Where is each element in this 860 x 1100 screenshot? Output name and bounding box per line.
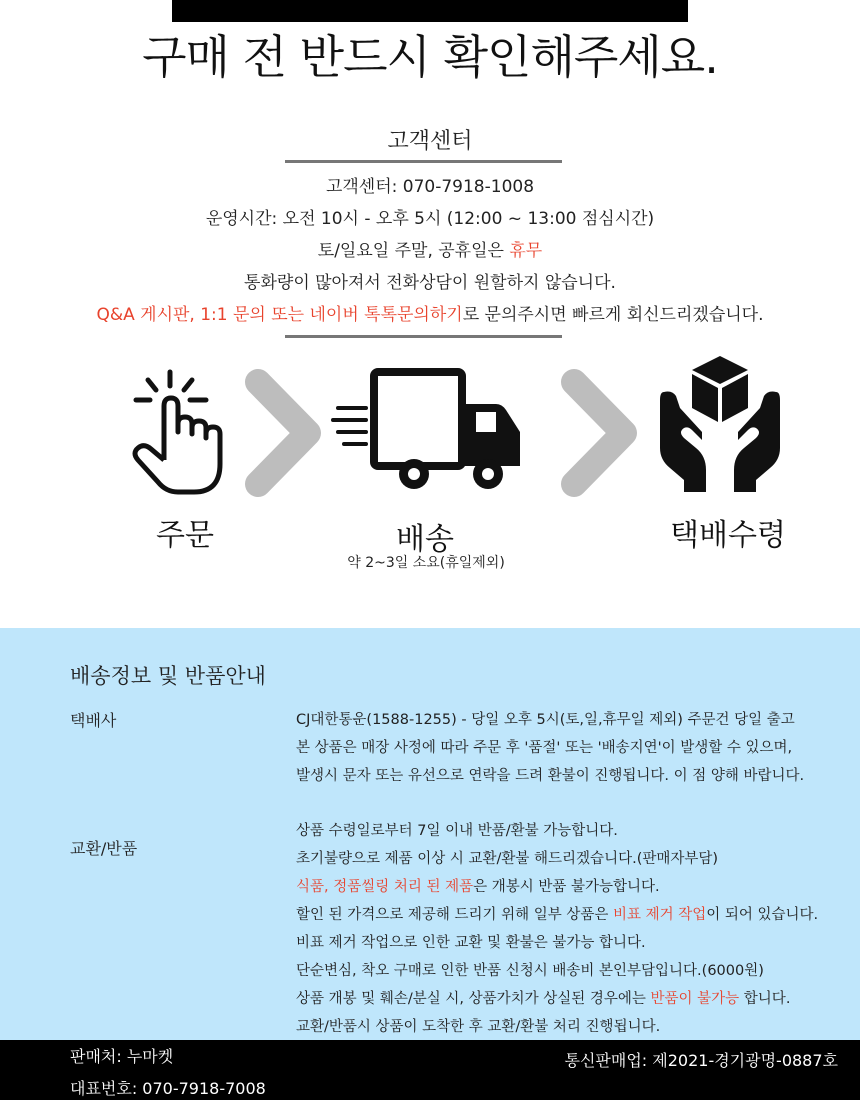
package-in-hands-icon	[658, 352, 782, 492]
step-delivery-label: 배송	[396, 522, 454, 557]
courier-line: 발생시 문자 또는 유선으로 연락을 드려 환불이 진행됩니다. 이 점 양해 바랍니다.	[296, 768, 805, 784]
seller-name: 판매처: 누마켓	[70, 1047, 174, 1066]
representative-phone: 대표번호: 070-7918-7008	[70, 1079, 266, 1098]
exchange-line-text: 합니다.	[739, 991, 791, 1007]
holiday-highlight: 휴무	[509, 241, 543, 261]
holiday-notice-text: 토/일요일 주말, 공휴일은	[317, 241, 510, 261]
page-title: 구매 전 반드시 확인해주세요.	[142, 30, 718, 84]
shipping-returns-panel	[0, 628, 860, 1040]
exchange-line: 상품 수령일로부터 7일 이내 반품/환불 가능합니다.	[296, 823, 618, 839]
operating-hours: 운영시간: 오전 10시 - 오후 5시 (12:00 ~ 13:00 점심시간)	[205, 209, 655, 229]
courier-label: 택배사	[70, 711, 117, 730]
busy-notice: 통화량이 많아져서 전화상담이 원할하지 않습니다.	[244, 273, 616, 293]
return-impossible-highlight: 반품이 불가능	[650, 991, 740, 1007]
exchange-line-text: 할인 된 가격으로 제공해 드리기 위해 일부 상품은	[296, 907, 614, 923]
top-black-bar	[172, 0, 688, 22]
tap-hand-icon	[128, 368, 232, 496]
exchange-line-text: 이 되어 있습니다.	[706, 907, 819, 923]
courier-line: 본 상품은 매장 사정에 따라 주문 후 '품절' 또는 '배송지연'이 발생할 수 있으며,	[296, 740, 793, 756]
label-removal-highlight: 비표 제거 작업	[613, 907, 707, 923]
exchange-line: 단순변심, 착오 구매로 인한 반품 신청시 배송비 본인부담입니다.(6000원)	[296, 963, 764, 979]
courier-line: CJ대한통운(1588-1255) - 당일 오후 5시(토,일,휴무일 제외) 주문건 당일 출고	[296, 712, 795, 728]
mail-order-registration: 통신판매업: 제2021-경기광명-0887호	[564, 1051, 838, 1070]
footer	[0, 1040, 860, 1100]
shipping-returns-title: 배송정보 및 반품안내	[70, 664, 266, 688]
customer-center-heading: 고객센터	[387, 129, 473, 154]
step-receive-label: 택배수령	[670, 518, 786, 553]
chevron-right-icon	[240, 368, 330, 498]
qa-notice-text: 로 문의주시면 빠르게 회신드리겠습니다.	[462, 305, 764, 325]
exchange-line-text: 은 개봉시 반품 불가능합니다.	[473, 879, 660, 895]
exchange-line: 교환/반품시 상품이 도착한 후 교환/환불 처리 진행됩니다.	[296, 1019, 661, 1035]
qa-notice	[0, 300, 860, 325]
chevron-right-icon	[556, 368, 646, 498]
exchange-line: 초기불량으로 제품 이상 시 교환/환불 해드리겠습니다.(판매자부담)	[296, 851, 719, 867]
step-order-label: 주문	[156, 518, 214, 553]
exchange-line: 비표 제거 작업으로 인한 교환 및 환불은 불가능 합니다.	[296, 935, 646, 951]
exchange-return-label: 교환/반품	[70, 839, 138, 858]
divider-top	[285, 160, 562, 163]
delivery-duration-note: 약 2~3일 소요(휴일제외)	[347, 555, 505, 571]
exchange-line	[296, 875, 660, 896]
holiday-notice	[0, 236, 860, 261]
no-return-items-highlight: 식품, 정품씰링 처리 된 제품	[296, 879, 474, 895]
delivery-truck-icon	[330, 364, 530, 496]
divider-bottom	[285, 335, 562, 338]
exchange-line-text: 상품 개봉 및 훼손/분실 시, 상품가치가 상실된 경우에는	[296, 991, 651, 1007]
qa-channels-highlight: Q&A 게시판, 1:1 문의 또는 네이버 톡톡문의하기	[96, 305, 463, 325]
customer-center-phone: 고객센터: 070-7918-1008	[325, 177, 535, 197]
exchange-line	[296, 987, 790, 1008]
exchange-line	[296, 903, 818, 924]
